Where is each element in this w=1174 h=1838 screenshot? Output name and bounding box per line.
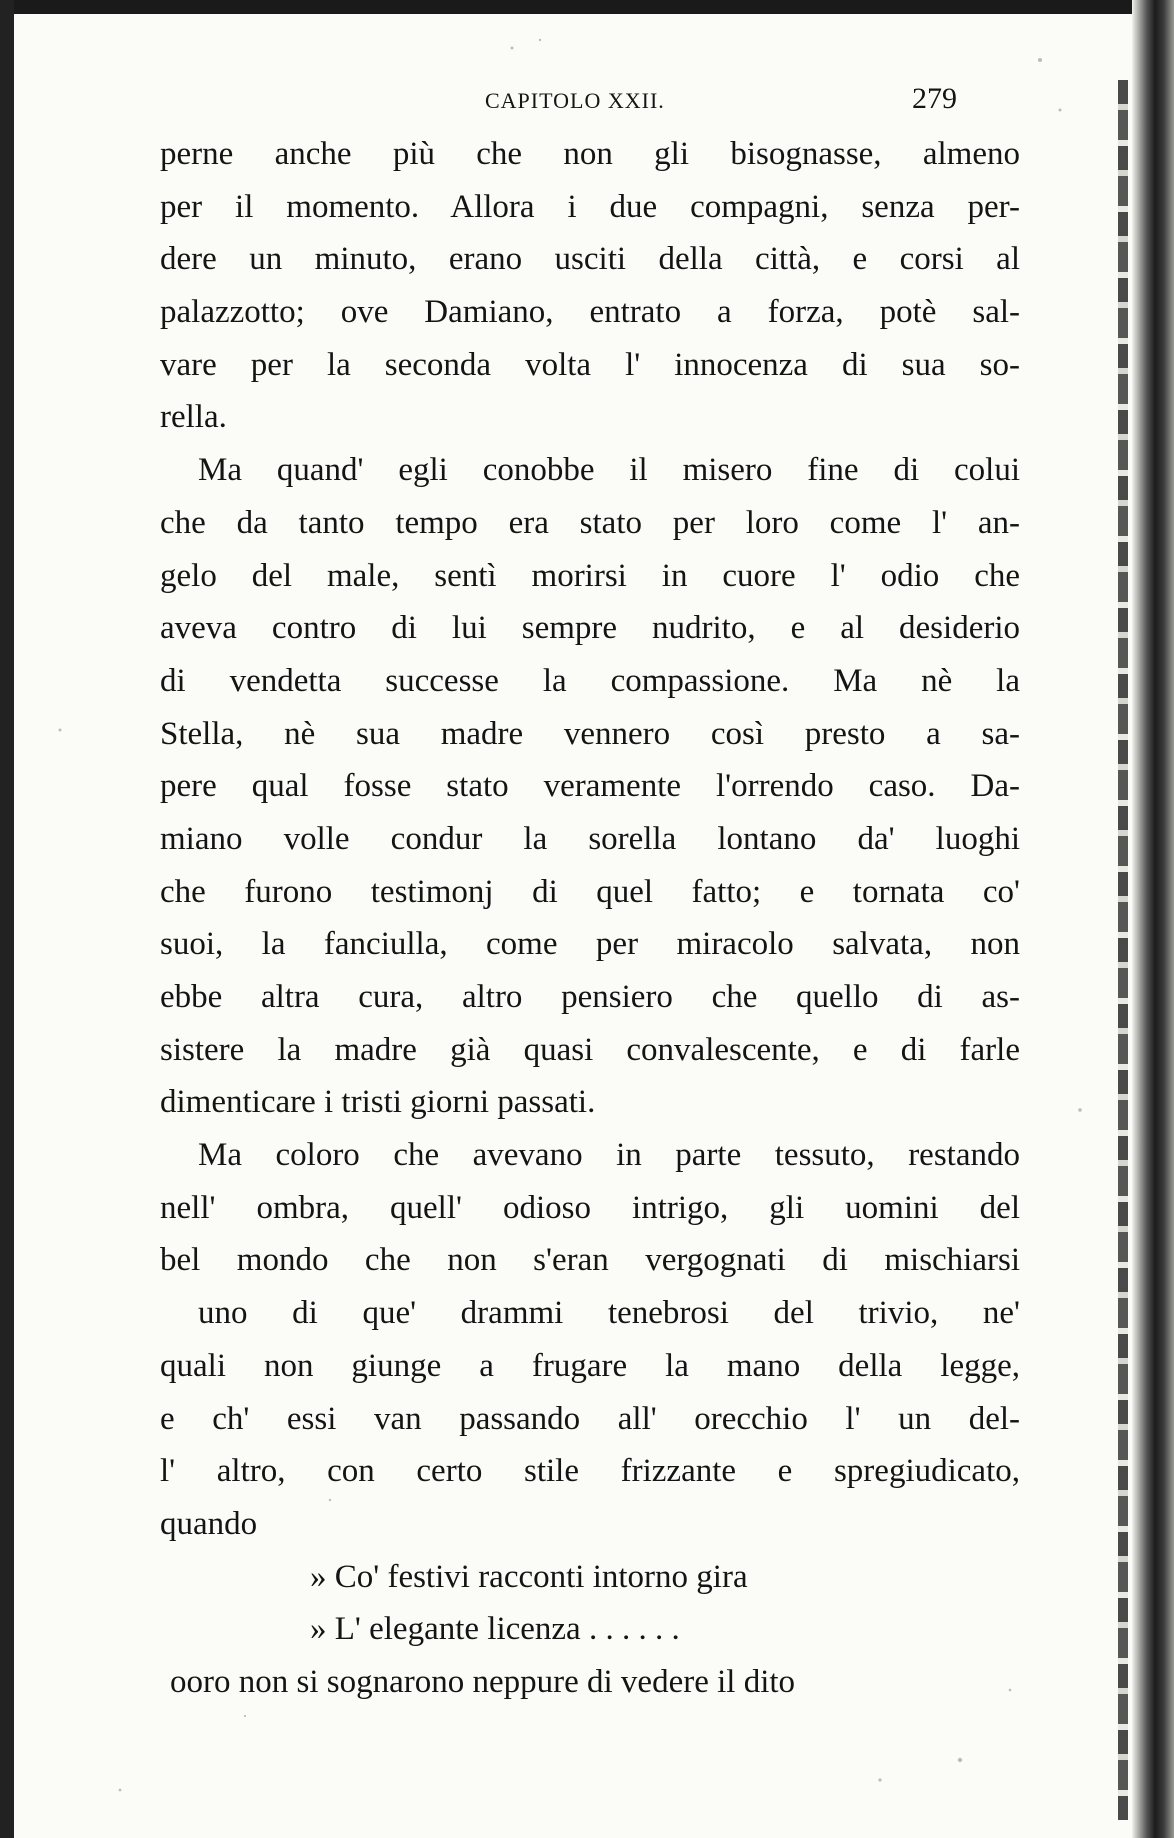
text-line: l' altro, con certo stile frizzante e spregiudicato, <box>160 1453 1020 1490</box>
text-line: quali non giunge a frugare la mano della legge, <box>160 1347 1020 1384</box>
running-head: CAPITOLO XXII. <box>485 88 665 113</box>
text-line: Stella, nè sua madre vennero così presto a sa- <box>160 715 1020 752</box>
paragraph-start: Ma coloro che avevano in parte tessuto, restando <box>198 1137 1020 1174</box>
text-line: quando <box>160 1505 258 1542</box>
text-line: di vendetta successe la compassione. Ma nè la <box>160 662 1020 699</box>
text-line: vare per la seconda volta l' innocenza di sua so- <box>160 346 1020 383</box>
text-line: palazzotto; ove Damiano, entrato a forza, potè sal- <box>160 294 1020 331</box>
text-line: pere qual fosse stato veramente l'orrendo caso. Da- <box>160 768 1020 805</box>
text-line: bel mondo che non s'eran vergognati di mischiarsi <box>160 1242 1020 1279</box>
verse-line: » Co' festivi racconti intorno gira <box>310 1558 748 1595</box>
text-line: perne anche più che non gli bisognasse, almeno <box>160 136 1020 172</box>
text-line: dere un minuto, erano usciti della città, e corsi al <box>160 241 1020 278</box>
verse-line: » L' elegante licenza . . . . . . <box>310 1611 680 1648</box>
text-line: che da tanto tempo era stato per loro come l' an- <box>160 504 1020 541</box>
body-text <box>160 128 1020 1709</box>
text-line: ooro non si sognarono neppure di vedere il dito <box>170 1663 796 1700</box>
text-line: sistere la madre già quasi convalescente, e di farle <box>160 1031 1020 1068</box>
text-line: suoi, la fanciulla, come per miracolo salvata, non <box>160 926 1020 963</box>
text-line: aveva contro di lui sempre nudrito, e al desiderio <box>160 610 1020 647</box>
text-line: dimenticare i tristi giorni passati. <box>160 1084 596 1121</box>
text-line: miano volle condur la sorella lontano da' luoghi <box>160 820 1020 857</box>
text-line: uno di que' drammi tenebrosi del trivio, ne' <box>198 1295 1020 1332</box>
paragraph-start: Ma quand' egli conobbe il misero fine di colui <box>198 452 1020 489</box>
text-line: per il momento. Allora i due compagni, senza per- <box>160 188 1020 225</box>
text-line: che furono testimonj di quel fatto; e tornata co' <box>160 873 1020 910</box>
page-header <box>160 82 1020 118</box>
text-line: nell' ombra, quell' odioso intrigo, gli uomini del <box>160 1189 1020 1226</box>
text-line: gelo del male, sentì morirsi in cuore l' odio che <box>160 557 1020 594</box>
page-number: 279 <box>912 82 957 115</box>
text-line: rella. <box>160 399 227 436</box>
text-line: ebbe altra cura, altro pensiero che quello di as- <box>160 979 1020 1015</box>
text-line: e ch' essi van passando all' orecchio l' un del- <box>160 1400 1020 1437</box>
